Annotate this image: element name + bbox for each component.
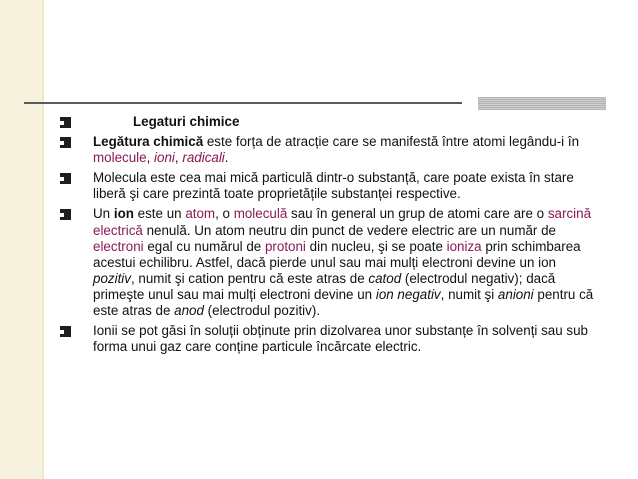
link-radicals[interactable]: radicali bbox=[182, 150, 225, 166]
term-negative-ion: ion negativ bbox=[375, 286, 441, 302]
square-bullet-icon bbox=[60, 137, 71, 148]
bullet-item-molecule bbox=[60, 170, 600, 202]
bullet-item-chemical-bond: Legătura chimică este forța de atracție care se manifestă între atomi legându-i în molecule, ioni, radicali. bbox=[60, 134, 600, 166]
square-bullet-icon bbox=[60, 117, 71, 128]
left-decor-edge bbox=[42, 0, 44, 479]
term-positive: pozitiv bbox=[93, 270, 131, 286]
term-anions: anioni bbox=[497, 286, 534, 302]
slide-title: Legaturi chimice bbox=[133, 114, 240, 129]
term-cathode: catod bbox=[368, 270, 402, 286]
link-molecule[interactable]: molecule bbox=[93, 150, 147, 166]
bullet-item-title bbox=[60, 114, 600, 130]
link-electric-charge[interactable]: sarcină electrică bbox=[93, 206, 592, 238]
link-ionize[interactable]: ioniza bbox=[446, 238, 482, 254]
molecule-definition: Molecula este cea mai mică particulă dintr-o substanță, care poate exista în stare liberă şi care prezintă toate proprietățile substanței respective. bbox=[93, 170, 574, 202]
bullet-item-ions-solutions bbox=[60, 323, 600, 355]
slide-content bbox=[60, 114, 600, 359]
link-electrons[interactable]: electroni bbox=[93, 238, 144, 254]
square-bullet-icon bbox=[60, 326, 71, 337]
term-anode: anod bbox=[174, 303, 204, 319]
title-accent-bar bbox=[478, 97, 606, 110]
left-decor-band bbox=[0, 0, 42, 479]
link-atom[interactable]: atom bbox=[185, 206, 216, 222]
link-protons[interactable]: protoni bbox=[264, 238, 306, 254]
ions-solutions-text: Ionii se pot găsi în soluții obținute prin dizolvarea unor substanțe în solvenți sau sub forma unui gaz care conține particule încărcate electric. bbox=[93, 323, 589, 355]
term-ion: ion bbox=[113, 206, 134, 222]
term-chemical-bond: Legătura chimică bbox=[93, 134, 204, 150]
title-divider-line bbox=[24, 102, 462, 104]
link-ions[interactable]: ioni bbox=[154, 150, 175, 166]
square-bullet-icon bbox=[60, 173, 71, 184]
bullet-item-ion: Un ion este un atom, o moleculă sau în general un grup de atomi care are o sarcină electrică nenulă. Un atom neutru din punct de vedere electric are un număr de electroni egal cu numărul de protoni din nucleu, şi se poate ioniza prin schimbarea acestui echilibru. Astfel, dacă pierde unul sau mai mulți electroni devine un ion pozitiv, numit şi cation pentru că este atras de catod (electrodul negativ); dacă primeşte unul sau mai mulți electroni devine un ion negativ, numit şi anioni pentru că este atras de anod (electrodul pozitiv). bbox=[60, 206, 600, 319]
square-bullet-icon bbox=[60, 209, 71, 220]
link-molecula[interactable]: moleculă bbox=[233, 206, 288, 222]
